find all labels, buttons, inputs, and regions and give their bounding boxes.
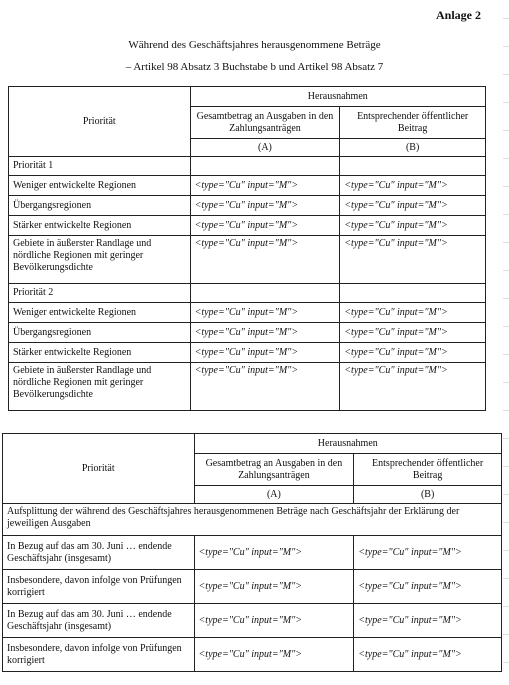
value-field-a: <type="Cu" input="M">	[190, 176, 340, 196]
row-label: Weniger entwickelte Regionen	[9, 176, 191, 196]
header-col-a: Gesamtbetrag an Ausgaben in den Zahlungsanträgen	[190, 107, 340, 139]
value-field-a: <type="Cu" input="M">	[190, 216, 340, 236]
row-label: Stärker entwickelte Regionen	[9, 343, 191, 363]
header-priority: Priorität	[9, 87, 191, 157]
value-field-b: <type="Cu" input="M">	[340, 216, 486, 236]
value-field-a: <type="Cu" input="M">	[190, 343, 340, 363]
priority-1-label: Priorität 1	[9, 157, 191, 176]
row-label: In Bezug auf das am 30. Juni … endende Geschäftsjahr (insgesamt)	[3, 536, 195, 570]
row-label: Insbesondere, davon infolge von Prüfungen korrigiert	[3, 570, 195, 604]
header-withdrawals: Herausnahmen	[190, 87, 485, 107]
header-a: (A)	[194, 486, 354, 504]
empty-cell	[340, 284, 486, 303]
annex-label: Anlage 2	[436, 8, 481, 22]
breakdown-row: Aufsplittung der während des Geschäftsjahres herausgenommenen Beträge nach Geschäftsjahr der Erklärung der jeweiligen Ausgaben	[3, 504, 502, 536]
value-field-a: <type="Cu" input="M">	[194, 604, 354, 638]
row-label: Stärker entwickelte Regionen	[9, 216, 191, 236]
header-b: (B)	[340, 139, 486, 157]
row-label: Übergangsregionen	[9, 196, 191, 216]
value-field-a: <type="Cu" input="M">	[190, 303, 340, 323]
value-field-a: <type="Cu" input="M">	[190, 363, 340, 411]
empty-cell	[190, 284, 340, 303]
withdrawals-table-1	[8, 86, 486, 411]
value-field-b: <type="Cu" input="M">	[354, 638, 502, 672]
value-field-b: <type="Cu" input="M">	[340, 303, 486, 323]
header-col-b: Entsprechender öffentlicher Beitrag	[340, 107, 486, 139]
row-label: Gebiete in äußerster Randlage und nördliche Regionen mit geringer Bevölkerungsdichte	[9, 363, 191, 411]
value-field-a: <type="Cu" input="M">	[194, 536, 354, 570]
value-field-b: <type="Cu" input="M">	[340, 363, 486, 411]
page-edge-dots	[503, 0, 509, 685]
withdrawals-table-2	[2, 433, 502, 672]
value-field-b: <type="Cu" input="M">	[354, 604, 502, 638]
value-field-b: <type="Cu" input="M">	[340, 196, 486, 216]
header-withdrawals: Herausnahmen	[194, 434, 501, 454]
header-col-b: Entsprechender öffentlicher Beitrag	[354, 454, 502, 486]
empty-cell	[190, 157, 340, 176]
value-field-a: <type="Cu" input="M">	[194, 570, 354, 604]
value-field-b: <type="Cu" input="M">	[354, 570, 502, 604]
value-field-a: <type="Cu" input="M">	[190, 236, 340, 284]
document-title: Während des Geschäftsjahres herausgenommene Beträge	[128, 39, 381, 51]
row-label: Weniger entwickelte Regionen	[9, 303, 191, 323]
header-a: (A)	[190, 139, 340, 157]
row-label: Insbesondere, davon infolge von Prüfungen korrigiert	[3, 638, 195, 672]
priority-2-label: Priorität 2	[9, 284, 191, 303]
document-subtitle: – Artikel 98 Absatz 3 Buchstabe b und Artikel 98 Absatz 7	[125, 61, 384, 73]
value-field-b: <type="Cu" input="M">	[340, 323, 486, 343]
value-field-b: <type="Cu" input="M">	[340, 176, 486, 196]
value-field-a: <type="Cu" input="M">	[194, 638, 354, 672]
row-label: Gebiete in äußerster Randlage und nördliche Regionen mit geringer Bevölkerungsdichte	[9, 236, 191, 284]
value-field-a: <type="Cu" input="M">	[190, 323, 340, 343]
header-col-a: Gesamtbetrag an Ausgaben in den Zahlungsanträgen	[194, 454, 354, 486]
header-priority: Priorität	[3, 434, 195, 504]
value-field-b: <type="Cu" input="M">	[340, 236, 486, 284]
empty-cell	[340, 157, 486, 176]
row-label: In Bezug auf das am 30. Juni … endende Geschäftsjahr (insgesamt)	[3, 604, 195, 638]
value-field-b: <type="Cu" input="M">	[354, 536, 502, 570]
value-field-a: <type="Cu" input="M">	[190, 196, 340, 216]
header-b: (B)	[354, 486, 502, 504]
value-field-b: <type="Cu" input="M">	[340, 343, 486, 363]
row-label: Übergangsregionen	[9, 323, 191, 343]
